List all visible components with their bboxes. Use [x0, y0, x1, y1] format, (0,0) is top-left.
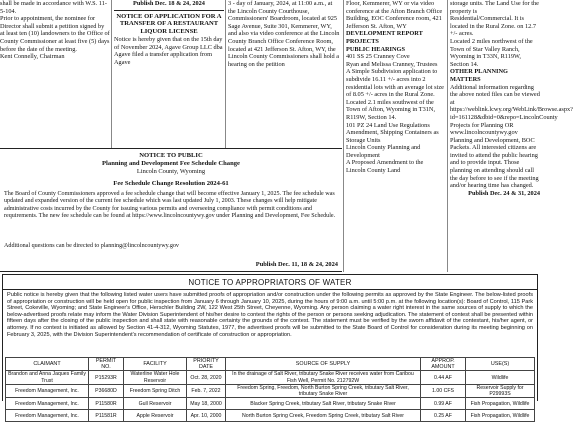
- water-notice: [2, 274, 538, 419]
- divider: [114, 10, 224, 11]
- facility-cell: Freedom Spring Ditch: [124, 384, 187, 397]
- table-header-row: [6, 358, 535, 371]
- notice-heading: NOTICE OF APPLICATION FOR A TRANSFER OF A RESTAURANT LIQUOR LICENSE: [116, 12, 222, 36]
- applicant-names: Ryan and Melissa Cranney, Trustees: [346, 60, 438, 68]
- priority-cell: Apr. 10, 2000: [187, 410, 226, 422]
- source-cell: North Burton Spring Creek, Freedom Spring Creek, tributary Salt River: [226, 410, 421, 422]
- section-heading: PROJECTS: [346, 37, 379, 45]
- uses-cell: Reservoir Supply for P29993S: [466, 384, 535, 397]
- column-3: [228, 0, 340, 68]
- uses-cell: Fish Propagation, Wildlife: [466, 410, 535, 422]
- publish-line: Publish Dec. 24 & 31, 2024: [468, 189, 540, 197]
- section-heading: PUBLIC HEARINGS: [346, 45, 405, 53]
- column-separator: [343, 0, 344, 272]
- column-header: CLAIMANT: [6, 358, 89, 371]
- notice-body: 3 - day of January, 2024, at 11:00 a.m., at the Lincoln County Courthouse, Commissioners' Boardroom, located at 925 Sage Avenue, Suite 301, Kemmerer, WY, and also via video conference at the Lincoln County Branch Office Conference Room, located at 421 Jefferson St. Afton, WY, the Lincoln County Commissioners shall hold a hearing on the petition: [228, 0, 340, 68]
- facility-cell: Gull Reservoir: [124, 398, 187, 410]
- fee-schedule-notice: [0, 148, 342, 272]
- column-4: [346, 0, 444, 175]
- priority-cell: Oct. 28, 2020: [187, 371, 226, 384]
- column-5: [450, 0, 573, 197]
- notice-body: Prior to appointment, the nominee for Director shall submit a petition signed by at least ten (10) landowners to the Office of County Commissioner at least five (5) days before the date of the meeting.: [0, 15, 110, 53]
- amount-cell: 1.00 CFS: [421, 384, 466, 397]
- priority-cell: Feb. 7, 2022: [187, 384, 226, 397]
- amount-cell: 0.44 AF: [421, 371, 466, 384]
- column-separator: [225, 0, 226, 148]
- publish-line: Publish Dec. 18 & 24, 2024: [133, 0, 205, 7]
- uses-cell: Wildlife: [466, 371, 535, 384]
- project-description: A Proposed Amendment to the Lincoln County Land: [346, 159, 424, 175]
- notice-fragment: shall be made in accordance with W.S. 11-5-104.: [0, 0, 107, 15]
- department: Lincoln County Planning and Development: [346, 144, 421, 159]
- info-text: Additional information regarding the above noted files can be viewed at https://weblink.lcwy.org/WebLink/Browse.aspx?id=161128&dbid=0&repo=LincolnCounty: [450, 83, 573, 121]
- column-separator: [447, 0, 448, 272]
- address: 401 SS 25 Cranney Cove: [346, 53, 410, 61]
- permit-cell: P11581R: [89, 410, 124, 422]
- notice-body: storage units. The Land Use for the property is Residential/Commercial. It is located in the Rural Zone. on 12.7 +/- acres.: [450, 0, 539, 38]
- source-cell: Blacker Spring Creek, tributary Salt River, tributary Snake River: [226, 398, 421, 410]
- signature: Kent Connelly, Chairman: [0, 53, 65, 61]
- claimant-cell: Freedom Management, Inc.: [6, 410, 89, 422]
- section-heading: DEVELOPMENT REPORT: [346, 30, 423, 38]
- divider: [3, 289, 537, 290]
- column-header: SOURCE OF SUPPLY: [226, 358, 421, 371]
- facility-cell: Apple Reservoir: [124, 410, 187, 422]
- permit-cell: P11580R: [89, 398, 124, 410]
- column-separator: [111, 0, 112, 148]
- projects-text: Projects for Planning OR www.lincolncountywy.gov Planning and Development, BOC Packets. All interested citizens are invited to attend the public hearing and to provide input. Those planning on attending should call the day before to see if the meeting and/or hearing time has changed.: [450, 121, 539, 190]
- amount-cell: 0.99 AF: [421, 398, 466, 410]
- column-header: APPROP. AMOUNT: [421, 358, 466, 371]
- column-1: [0, 0, 110, 61]
- notice-body: Notice is hereby given that on the 15th day of November 2024, Agave Group LLC dba Agave filed a transfer application from Agave: [114, 35, 223, 66]
- notice-title: NOTICE TO PUBLIC: [139, 152, 203, 159]
- table-row: [6, 371, 535, 384]
- publish-line: Publish Dec. 11, 18 & 24, 2024: [255, 261, 338, 268]
- claimant-cell: Freedom Management, Inc.: [6, 398, 89, 410]
- source-cell: In the drainage of Salt River, tributary Snake River receives water from Caribou Fish Well, Permit No. 212792W: [226, 371, 421, 384]
- project-location: Located 2 miles northwest of the Town of Star Valley Ranch, Wyoming in T33N, R119W, Section 14.: [450, 37, 533, 68]
- table-row: [6, 398, 535, 410]
- permit-cell: P15293R: [89, 371, 124, 384]
- facility-cell: Waterline Water Hole Reservoir: [124, 371, 187, 384]
- permit-cell: P36680D: [89, 384, 124, 397]
- amount-cell: 0.25 AF: [421, 410, 466, 422]
- project-location: Located 2.1 miles southwest of the Town of Afton, Wyoming in T31N, R119W, Section 14.: [346, 98, 436, 121]
- table-row: [6, 410, 535, 422]
- source-cell: Freedom Spring, Freedom, North Burton Spring Creek, tributary Salt River, tributary Snake River: [226, 384, 421, 397]
- notice-body: The Board of County Commissioners approved a fee schedule change that will become effective January 1, 2025. The fee schedule was updated and expanded version of the current fee schedule which was last updated July 1, 2003. These changes will help mitigate administrative costs incurred by the County for issuing various permits and overseeing compliance with permit conditions and requirements. The new fee schedule can be found at https://www.lincolncountywy.gov under Planning and Development, Fee Schedule.: [4, 191, 336, 220]
- uses-cell: Fish Propagation, Wildlife: [466, 398, 535, 410]
- ordinance-title: 101 PZ 24 Land Use Regulations Amendment, Shipping Containers as Storage Units: [346, 121, 439, 144]
- water-notice-title: NOTICE TO APPROPRIATORS OF WATER: [188, 278, 352, 287]
- resolution-title: Fee Schedule Change Resolution 2024-61: [113, 180, 229, 187]
- notice-subtitle: Planning and Development Fee Schedule Change: [102, 160, 240, 167]
- water-notice-body: Public notice is hereby given that the following listed water users have submitted proofs of appropriation and/or construction under the following permits as approved by the State Engineer. The below-listed proofs of appropriation or construction will be held open for public inspection from January 6 through January 10, 2025, during the hours of 9:00 a.m. until 5:00 p.m. at the following location(s): Board of Control, 115 Park Street, Cokeville, Wyoming; and State Engineer's Office, Herschler Building 2W, 122 West 25th Street, Cheyenne, Wyoming. Any person claiming a water right interest in the same sources of supply to which the below-advertised proofs relate may inform the Water Division Superintendent of his/her desire to contest the rights of the person or persons seeking adjudication. The statement of contest shall be presented within fifteen days after the closing of the public inspection and shall state with reasonable certainty the grounds of the contest. The statement must be verified by the sworn affidavit of the contestant, his/her agent, or attorney. If no contest is initiated as allowed by Section 41-4-312, Wyoming Statutes, 1977, the advertised proofs will be submitted to the State Board of Control for consideration during its meeting beginning on February 3, 2025, with the Division Superintendent's recommendation of certificate of construction or appropriation.: [7, 292, 533, 338]
- claimant-cell: Brandon and Anna Jaques Family Trust: [6, 371, 89, 384]
- notice-county: Lincoln County, Wyoming: [136, 168, 206, 175]
- column-header: FACILITY: [124, 358, 187, 371]
- notice-body: Floor, Kemmerer, WY or via video conference at the Afton Branch Office Building, EOC Conference room, 421 Jefferson St. Afton, WY: [346, 0, 443, 30]
- column-header: PRIORITY DATE: [187, 358, 226, 371]
- column-header: USE(S): [466, 358, 535, 371]
- column-header: PERMIT NO.: [89, 358, 124, 371]
- section-heading: OTHER PLANNING MATTERS: [450, 68, 508, 83]
- column-2: [114, 0, 224, 66]
- table-row: [6, 384, 535, 397]
- claimant-cell: Freedom Management, Inc.: [6, 384, 89, 397]
- notice-contact: Additional questions can be directed to planning@lincolncountywy.gov: [4, 243, 179, 249]
- water-permits-table: [5, 357, 535, 422]
- project-description: A Simple Subdivision application to subdivide 16.11 +/- acres into 2 residential lots with an average lot size of 8.05 +/- acres in the Rural Zone.: [346, 68, 444, 99]
- priority-cell: May 18, 2000: [187, 398, 226, 410]
